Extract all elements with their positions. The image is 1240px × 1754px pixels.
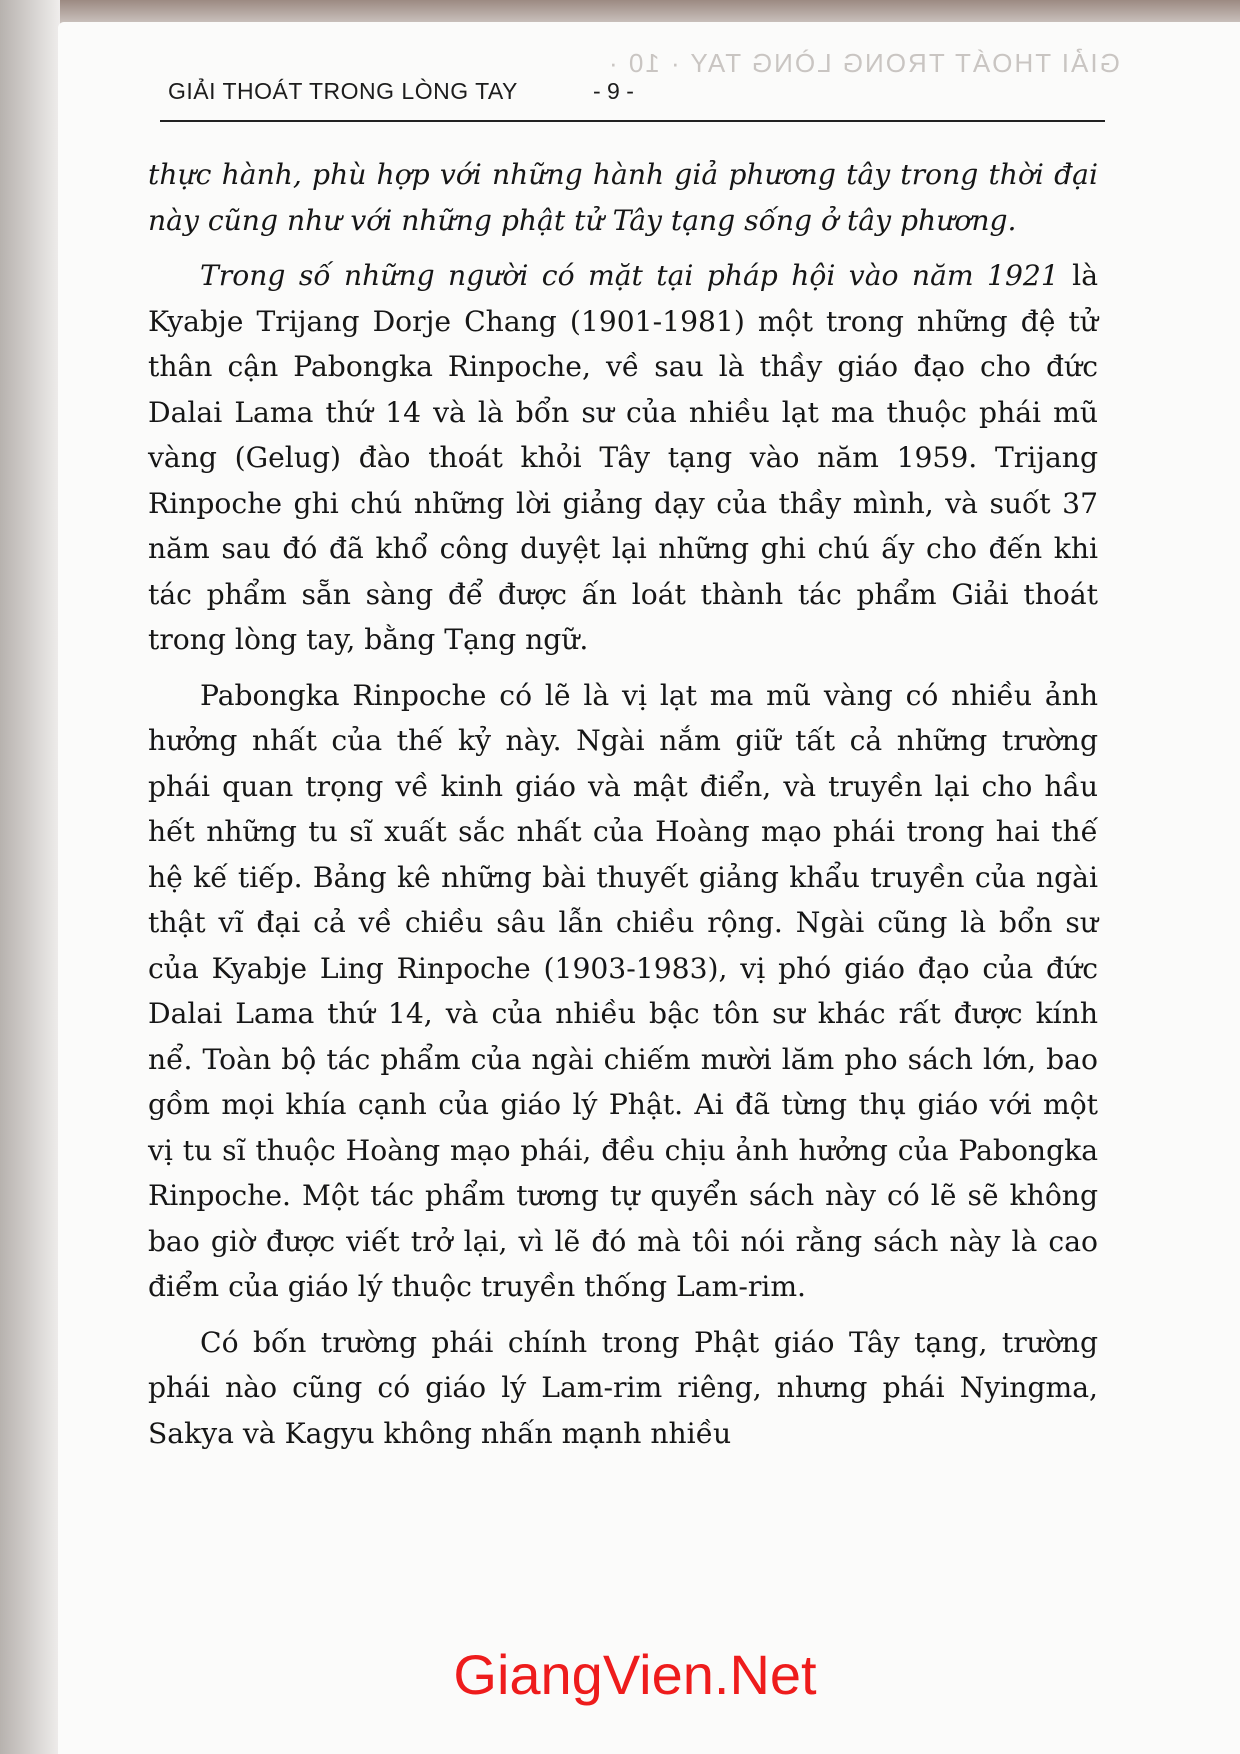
- page-number: - 9 -: [593, 78, 634, 104]
- paragraph-2-italic-lead: Trong số những người có mặt tại pháp hội vào năm 1921: [200, 259, 1059, 292]
- bleed-through-text: GIẢI THOÁT TRONG LÒNG TAY · 10 ·: [607, 48, 1120, 78]
- header-rule: [160, 120, 1105, 122]
- paragraph-4: Có bốn trường phái chính trong Phật giáo Tây tạng, trường phái nào cũng có giáo lý Lam-rim riêng, nhưng phái Nyingma, Sakya và Kagyu không nhấn mạnh nhiều: [148, 1325, 1098, 1450]
- scan-left-edge: [0, 0, 60, 1754]
- paragraph-1: thực hành, phù hợp với những hành giả phương tây trong thời đại này cũng như với những phật tử Tây tạng sống ở tây phương.: [148, 158, 1098, 237]
- body-text: [148, 152, 1098, 1456]
- paragraph-2: [148, 253, 1098, 663]
- running-header: [168, 78, 1098, 114]
- watermark: GiangVien.Net: [453, 1643, 817, 1706]
- paragraph-3: Pabongka Rinpoche có lẽ là vị lạt ma mũ vàng có nhiều ảnh hưởng nhất của thế kỷ này. Ngài nắm giữ tất cả những trường phái quan trọng về kinh giáo và mật điển, và truyền lại cho hầu hết những tu sĩ xuất sắc nhất của Hoàng mạo phái trong hai thế hệ kế tiếp. Bảng kê những bài thuyết giảng khẩu truyền của ngài thật vĩ đại cả về chiều sâu lẫn chiều rộng. Ngài cũng là bổn sư của Kyabje Ling Rinpoche (1903-1983), vị phó giáo đạo của đức Dalai Lama thứ 14, và của nhiều bậc tôn sư khác rất được kính nể. Toàn bộ tác phẩm của ngài chiếm mười lăm pho sách lớn, bao gồm mọi khía cạnh của giáo lý Phật. Ai đã từng thụ giáo với một vị tu sĩ thuộc Hoàng mạo phái, đều chịu ảnh hưởng của Pabongka Rinpoche. Một tác phẩm tương tự quyển sách này có lẽ sẽ không bao giờ được viết trở lại, vì lẽ đó mà tôi nói rằng sách này là cao điểm của giáo lý thuộc truyền thống Lam-rim.: [148, 678, 1098, 1303]
- book-title: GIẢI THOÁT TRONG LÒNG TAY: [168, 78, 518, 104]
- paragraph-2-rest: là Kyabje Trijang Dorje Chang (1901-1981) một trong những đệ tử thân cận Pabongka Rinpoche, về sau là thầy giáo đạo cho đức Dalai Lama thứ 14 và là bổn sư của nhiều lạt ma thuộc phái mũ vàng (Gelug) đào thoát khỏi Tây tạng vào năm 1959. Trijang Rinpoche ghi chú những lời giảng dạy của thầy mình, và suốt 37 năm sau đó đã khổ công duyệt lại những ghi chú ấy cho đến khi tác phẩm sẵn sàng để được ấn loát thành tác phẩm Giải thoát trong lòng tay, bằng Tạng ngữ.: [148, 259, 1098, 656]
